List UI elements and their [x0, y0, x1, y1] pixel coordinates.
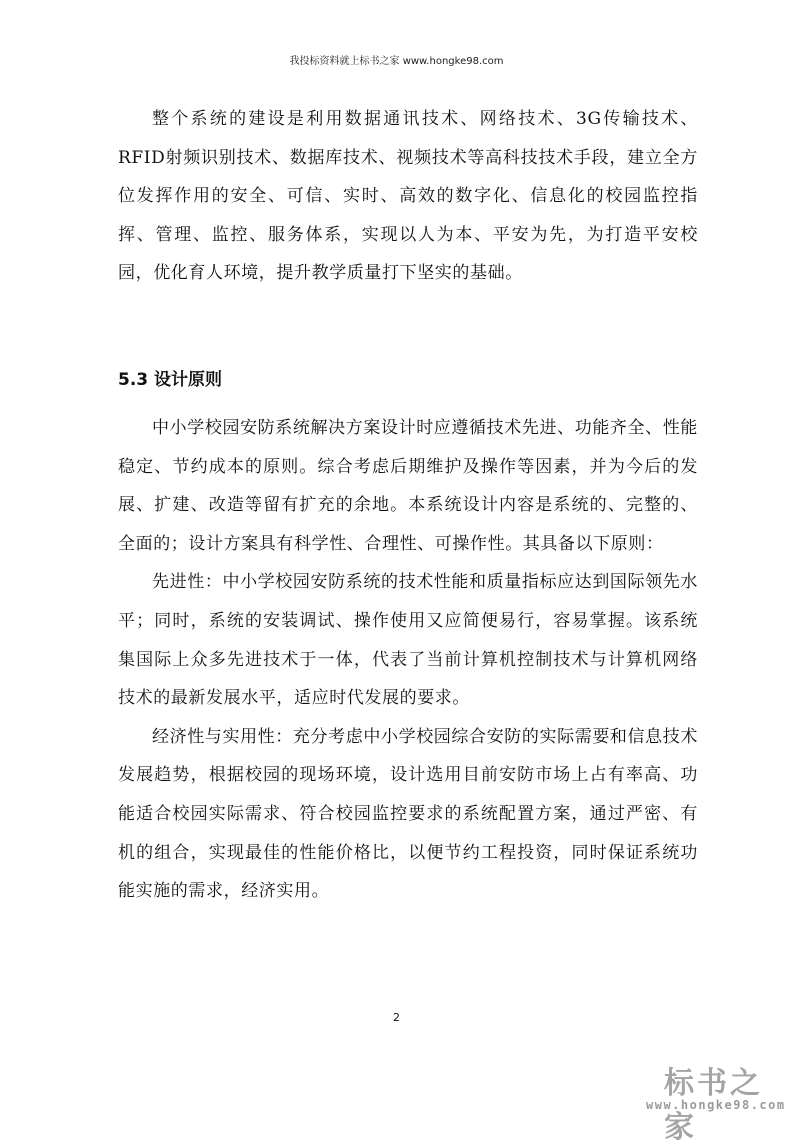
intro-paragraph: 整个系统的建设是利用数据通讯技术、网络技术、3G传输技术、RFID射频识别技术、数据库技术、视频技术等高科技技术手段，建立全方位发挥作用的安全、可信、实时、高效的数字化、信息化的校园监控指挥、管理、监控、服务体系，实现以人为本、平安为先，为打造平安校园，优化育人环境，提升教学质量打下坚实的基础。: [118, 109, 698, 284]
watermark-title: 标书之家: [664, 1066, 763, 1145]
economy-principle-paragraph: 经济性与实用性：充分考虑中小学校园综合安防的实际需要和信息技术发展趋势，根据校园的现场环境，设计选用目前安防市场上占有率高、功能适合校园实际需求、符合校园监控要求的系统配置方案，通过严密、有机的组合，实现最佳的性能价格比，以便节约工程投资，同时保证系统功能实施的需求，经济实用。: [118, 726, 698, 902]
principles-intro-paragraph: 中小学校园安防系统解决方案设计时应遵循技术先进、功能齐全、性能稳定、节约成本的原则。综合考虑后期维护及操作等因素，并为今后的发展、扩建、改造等留有扩充的余地。本系统设计内容是系统的、完整的、全面的；设计方案具有科学性、合理性、可操作性。其具备以下原则：: [118, 417, 698, 554]
section-heading: 5.3 设计原则: [118, 369, 223, 390]
document-body: [118, 100, 698, 911]
advanced-principle-paragraph: 先进性：中小学校园安防系统的技术性能和质量指标应达到国际领先水平；同时，系统的安装调试、操作使用又应简便易行，容易掌握。该系统集国际上众多先进技术于一体，代表了当前计算机控制技术与计算机网络技术的最新发展水平，适应时代发展的要求。: [118, 572, 698, 709]
watermark-logo: [640, 1050, 790, 1145]
page-number: 2: [393, 1011, 400, 1024]
watermark-url: www.hongke98.com: [646, 1098, 786, 1112]
page-header: 我投标资料就上标书之家 www.hongke98.com: [289, 56, 504, 67]
